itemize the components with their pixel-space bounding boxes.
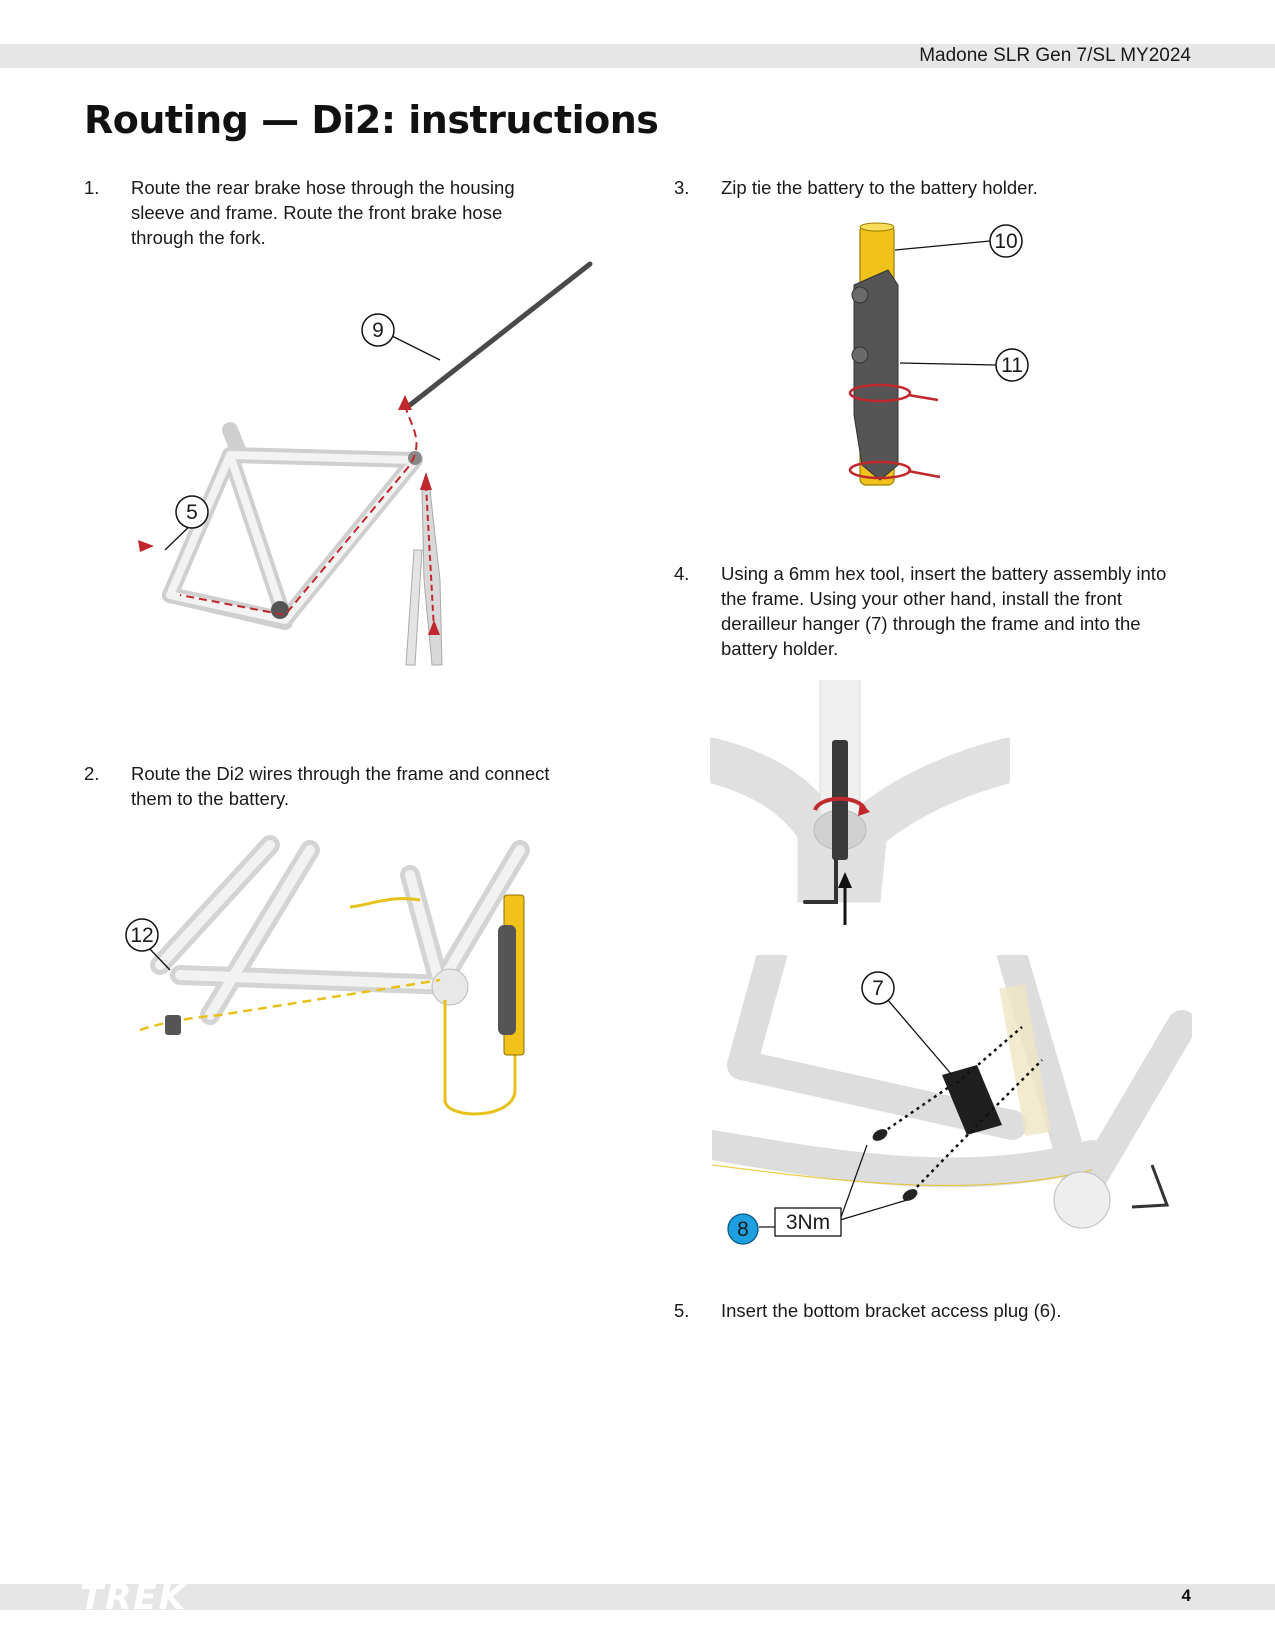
bottom-bracket [1054,1172,1110,1228]
step-number: 5. [674,1300,690,1321]
brake-hose [410,264,590,405]
callout-7-label: 7 [872,977,884,1000]
head-tube-opening [408,451,422,465]
callout-9-label: 9 [372,319,384,342]
step-number: 3. [674,177,690,198]
step-number: 2. [84,763,100,784]
callout-8-label: 8 [737,1218,749,1241]
callout-12-label: 12 [130,924,154,947]
page-number: 4 [1181,1586,1191,1605]
step-text: Route the Di2 wires through the frame and connect them to the battery. [131,763,550,809]
document-title: Madone SLR Gen 7/SL MY2024 [919,45,1191,66]
trek-logo [80,1582,300,1612]
fork [406,472,442,665]
torque-spec: 3Nm [785,1211,831,1234]
figure-di2-wires [120,835,600,1175]
figure-derailleur-hanger [712,955,1192,1255]
step-text: Using a 6mm hex tool, insert the battery assembly into the frame. Using your other hand, install the front derailleur hanger (7) through the frame and into the battery holder. [721,563,1167,659]
callout-11-label: 11 [1001,354,1023,377]
figure-brake-routing [120,250,600,710]
page-title: Routing — Di2: instructions [84,98,659,142]
route-arrow [420,472,432,490]
down-tube [1082,1025,1182,1195]
callout-5-label: 5 [186,501,198,524]
step-text: Route the rear brake hose through the housing sleeve and frame. Route the front brake hose through the fork. [131,177,515,248]
bottom-bracket [271,601,289,619]
chain-stay [712,1145,1092,1173]
bolt [871,1127,890,1144]
step-number: 1. [84,177,100,198]
wire-junction [165,1015,181,1035]
trek-wordmark: TREK [80,1582,187,1612]
callout-10-label: 10 [994,230,1018,253]
seat-stay [742,955,772,1065]
battery-holder [498,925,516,1035]
bottom-bracket [432,969,468,1005]
step-number: 4. [674,563,690,584]
figure-battery-zip-tie [840,215,1060,515]
step-text: Zip tie the battery to the battery holder. [721,177,1038,198]
figure-insert-battery [710,680,1010,930]
route-arrow [138,540,154,552]
step-text: Insert the bottom bracket access plug (6). [721,1300,1062,1321]
